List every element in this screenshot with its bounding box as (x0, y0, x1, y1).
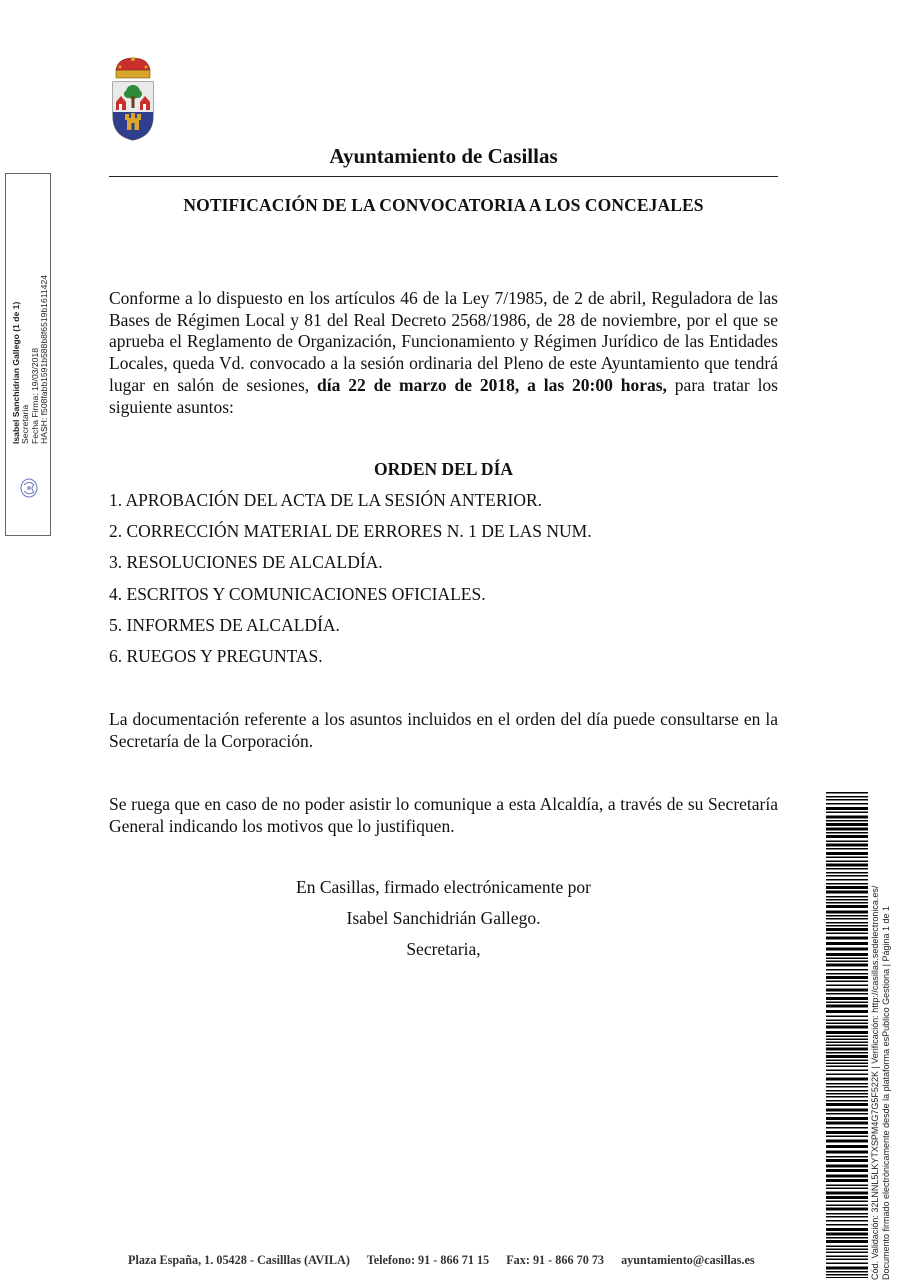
agenda-item: 2. CORRECCIÓN MATERIAL DE ERRORES N. 1 DE LAS NUM. (109, 521, 592, 542)
document-title: NOTIFICACIÓN DE LA CONVOCATORIA A LOS CONCEJALES (183, 195, 704, 215)
intro-text-part2: para tratar los siguiente asuntos: (109, 374, 778, 417)
header-divider (109, 176, 778, 177)
verification-platform: Documento firmado electrónicamente desde la plataforma esPublico Gestiona | Página 1 de 1 (880, 905, 891, 1280)
agenda-item: 5. INFORMES DE ALCALDÍA. (109, 614, 340, 635)
signer-role: Secretaria, (406, 939, 481, 959)
verification-code: Cód. Validación: 32LNNL5LKYTXSPM4G7G5F522K | Verificación: http://casillas.sedelectronica.es/ (870, 885, 880, 1280)
stamp-hash: HASH: f508fabb1591b588b8f6519b1611424 (39, 274, 50, 444)
agenda-item: 3. RESOLUCIONES DE ALCALDÍA. (109, 552, 383, 573)
organization-name: Ayuntamiento de Casillas (329, 144, 558, 168)
signature-stamp (5, 173, 51, 536)
footer-fax: Fax: 91 - 866 70 73 (506, 1253, 605, 1267)
documentation-paragraph: La documentación referente a los asuntos incluidos en el orden del día puede consultarse en la Secretaría de la Corporación. (109, 709, 778, 751)
intro-paragraph (109, 288, 778, 418)
seal-icon (19, 477, 39, 499)
verification-text (870, 860, 894, 1280)
stamp-signer: Isabel Sanchidrian Gallego (1 de 1) (11, 301, 21, 444)
stamp-role: Secretaria (20, 404, 31, 444)
coat-of-arms-logo (110, 56, 156, 142)
absence-paragraph: Se ruega que en caso de no poder asistir lo comunique a esta Alcaldía, a través de su Secretaría General indicando los motivos que lo justifiquen. (109, 794, 778, 836)
agenda-item: 6. RUEGOS Y PREGUNTAS. (109, 645, 323, 666)
stamp-text (12, 254, 58, 444)
intro-text-part1: Conforme a lo dispuesto en los artículos 46 de la Ley 7/1985, de 2 de abril, Reguladora de las Bases de Régimen Local y 81 del Real Decreto 2568/1986, de 28 de noviembre, por el que se aprueba el Reglamento de Organización, Funcionamiento y Régimen Jurídico de las Entidades Locales, queda Vd. convocado a la sesión ordinaria del Pleno de este Ayuntamiento que tendrá lugar en salón de sesiones, (109, 288, 778, 395)
footer-phone: Telefono: 91 - 866 71 15 (366, 1253, 490, 1267)
agenda-item: 1. APROBACIÓN DEL ACTA DE LA SESIÓN ANTERIOR. (109, 490, 543, 510)
footer-contact (128, 1253, 769, 1268)
signature-line-1: En Casillas, firmado electrónicamente por (296, 877, 591, 897)
session-date-time: día 22 de marzo de 2018, a las 20:00 horas, (317, 374, 667, 395)
footer-email: ayuntamiento@casillas.es (621, 1253, 755, 1267)
agenda-item: 4. ESCRITOS Y COMUNICACIONES OFICIALES. (109, 583, 486, 604)
barcode (826, 792, 868, 1278)
stamp-date: Fecha Firma: 19/03/2018 (29, 347, 40, 444)
footer-address: Plaza España, 1. 05428 - Casilllas (AVILA) (128, 1253, 350, 1267)
signer-name: Isabel Sanchidrián Gallego. (346, 908, 541, 928)
agenda-title: ORDEN DEL DÍA (373, 459, 514, 479)
agenda-list (109, 489, 592, 676)
